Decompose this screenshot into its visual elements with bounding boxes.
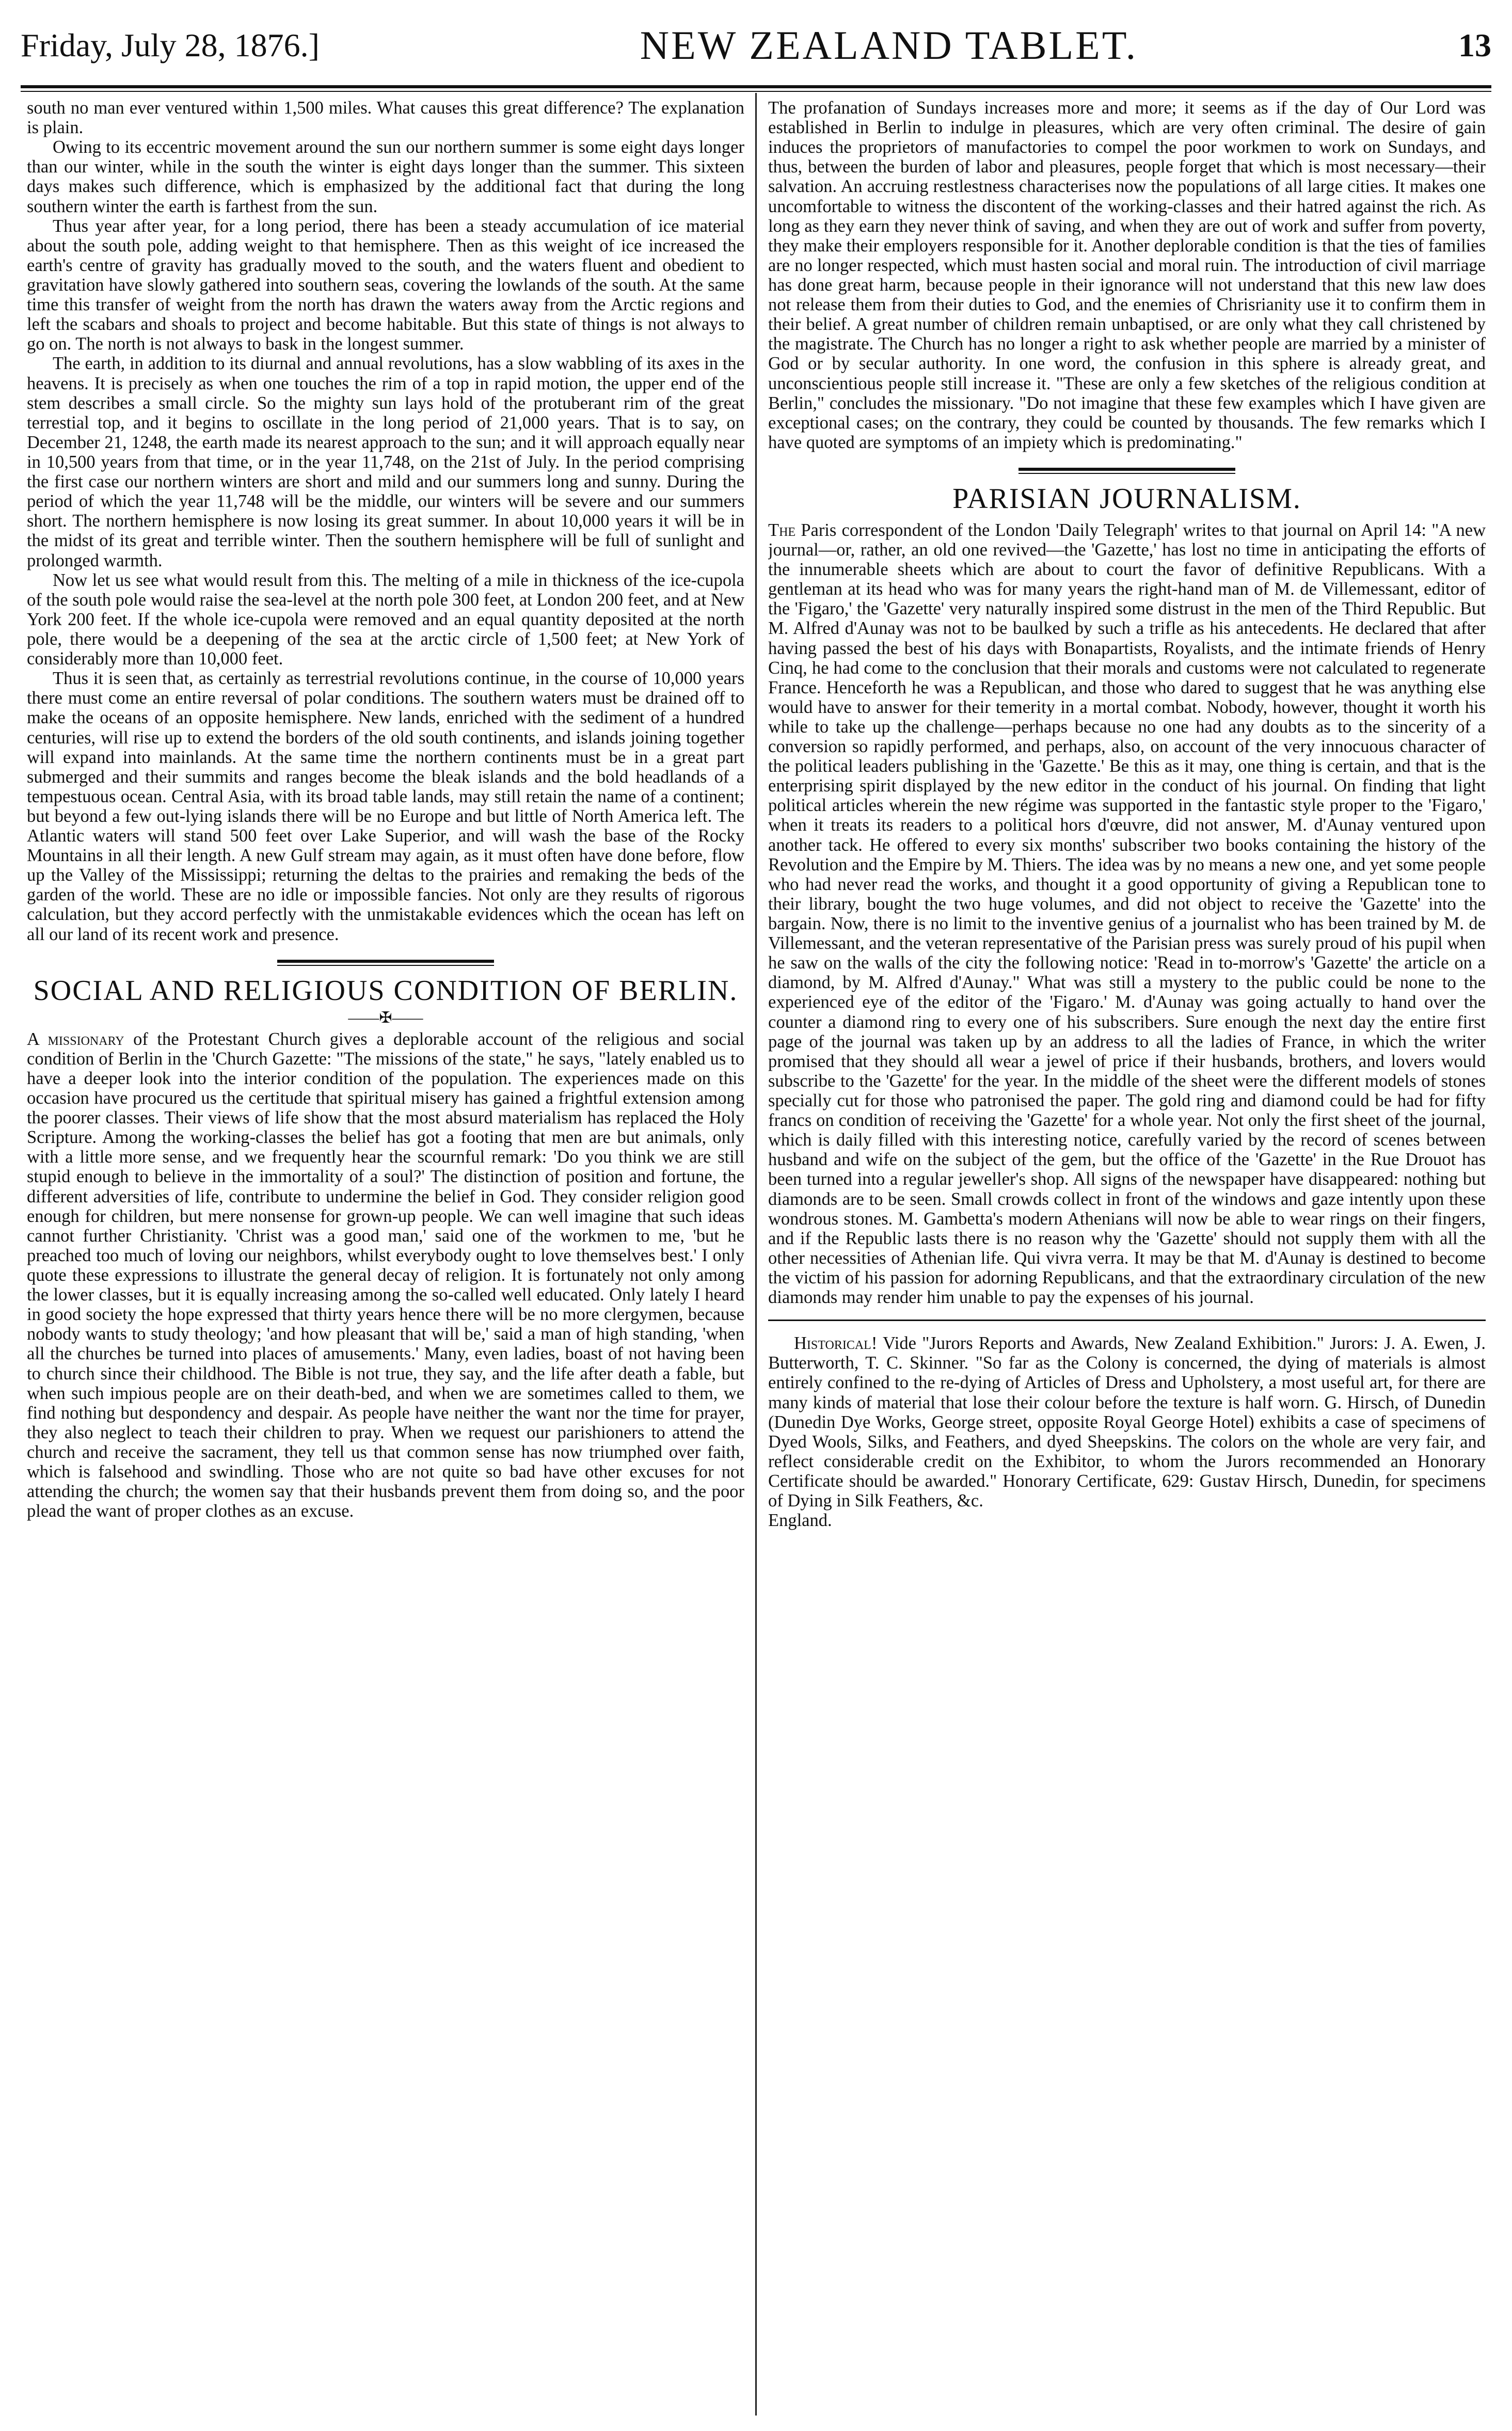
column-divider bbox=[755, 93, 757, 2416]
notice-separator bbox=[768, 1320, 1486, 1321]
section-separator bbox=[277, 960, 494, 966]
section-title-parisian: PARISIAN JOURNALISM. bbox=[952, 482, 1301, 515]
section-lead: The bbox=[768, 520, 796, 540]
right-column bbox=[768, 98, 1486, 2410]
article-paragraph: Thus it is seen that, as certainly as terrestrial revolutions continue, in the course of 10,000 years there must come an entire reversal of polar conditions. The southern waters must be drained off to make the oceans of an opposite hemisphere. New lands, enriched with the sediment of a hundred centuries, will rise up to extend the borders of the old south continents, and islands joining together will expand into mainlands. At the same time the northern continents must be in a great part submerged and their summits and ranges become the bleak islands and the bold headlands of a tempestuous ocean. Central Asia, with its broad table lands, may still retain the name of a continent; but beyond a few out-lying islands there will be no Europe and but little of North America left. The Atlantic waters will stand 500 feet over Lake Superior, and will wash the base of the Rocky Mountains in all their length. A new Gulf stream may again, as it must often have done before, flow up the Valley of the Mississippi; returning the deltas to the prairies and remaking the beds of the garden of the world. These are no idle or impossible fancies. Not only are they results of rigorous calculation, but they accord perfectly with the unmistakable evidences which the ocean has left on all our land of its recent work and presence. bbox=[27, 669, 744, 944]
masthead: NEW ZEALAND TABLET. bbox=[640, 23, 1138, 68]
article-paragraph bbox=[768, 520, 1486, 1307]
section-lead: A missionary bbox=[27, 1029, 124, 1049]
page-number: 13 bbox=[1458, 27, 1491, 63]
notice-end: England. bbox=[768, 1511, 832, 1531]
section-title-berlin: SOCIAL AND RELIGIOUS CONDITION OF BERLIN. bbox=[33, 974, 738, 1007]
article-paragraph: Now let us see what would result from this. The melting of a mile in thickness of the ice-cupola of the south pole would raise the sea-level at the north pole 300 feet, at London 200 feet, and at New York 200 feet. If the whole ice-cupola were removed and an equal quantity deposited at the north pole, there would be a deepening of the sea at the arctic circle of 1,500 feet; at New York of considerably more than 10,000 feet. bbox=[27, 570, 744, 669]
article-paragraph: Thus year after year, for a long period, there has been a steady accumulation of ice material about the south pole, adding weight to that hemisphere. Then as this weight of ice increased the earth's centre of gravity has gradually moved to the south, and the waters fluent and obedient to gravitation have slowly gathered into southern seas, covering the lowlands of the south. At the same time this transfer of weight from the north has drawn the waters away from the Arctic regions and left the scabars and shoals to project and become habitable. But this state of things is not always to go on. The north is not always to bask in the longest summer. bbox=[27, 216, 744, 354]
article-paragraph bbox=[27, 1029, 744, 1521]
header-rule-thin bbox=[21, 91, 1491, 92]
article-paragraph: The earth, in addition to its diurnal and annual revolutions, has a slow wabbling of its axes in the heavens. It is precisely as when one touches the rim of a top in rapid motion, the upper end of the stem describes a small circle. So the mighty sun lays hold of the protuberant rim of the great terrestial top, and it begins to oscillate in the long period of 21,000 years. That is to say, on December 21, 1248, the earth made its nearest approach to the sun; and it will approach equally near in 10,500 years from that time, or in the year 11,748, on the 21st of July. In the period comprising the first case our northern winters are short and mild and our summers long and sunny. During the period of which the year 11,748 will be the middle, our winters will be severe and our summers short. The northern hemisphere is now losing its great summer. In about 10,000 years it will be in the midst of its great and terrible winter. Then the southern hemisphere will be full of sunlight and prolonged warmth. bbox=[27, 354, 744, 570]
left-column bbox=[27, 98, 744, 2410]
article-text: Paris correspondent of the London 'Daily Telegraph' writes to that journal on April 14: "A new journal—or, rather, an old one revived—the 'Gazette,' has lost no time in anticipating the efforts of the innumerable sheets which are about to court the favor of definitive Republicans. With a gentleman at its head who was for many years the right-hand man of M. de Villemessant, editor of the 'Figaro,' the 'Gazette' very naturally inspired some distrust in the men of the Third Republic. But M. Alfred d'Aunay was not to be baulked by such a trifle as his antecedents. He declared that after having passed the best of his days with Bonapartists, Royalists, and the intimate friends of Henry Cinq, he had come to the conclusion that their morals and customs were not calculated to regenerate France. Henceforth he was a Republican, and those who dared to suggest that he was anything else would have to answer for their temerity in a mortal combat. Nobody, however, thought it worth his while to take up the challenge—perhaps because no one had any doubts as to the sincerity of a conversion so rapidly performed, and perhaps, also, on account of the very innocuous character of the political leaders publishing in the 'Gazette.' Be this as it may, one thing is certain, and that is the enterprising spirit displayed by the new editor in the conduct of his journal. On finding that light political articles wherein the new régime was supported in the fantastic style proper to the 'Figaro,' when it treats its readers to a political hors d'œuvre, did not answer, M. d'Aunay ventured upon another tack. He offered to every six months' subscriber two books containing the history of the Revolution and the Empire by M. Thiers. The idea was by no means a new one, and yet some people who had never read the works, and thought it a good opportunity of giving a Republican tone to their library, bought the two huge volumes, and did not object to receive the 'Gazette' into the bargain. Now, there is no limit to the inventive genius of a journalist who has been trained by M. de Villemessant, and the veteran representative of the Parisian press was surely proud of his pupil when he saw on the walls of the city the following notice: 'Read in to-morrow's 'Gazette' the article on a diamond, by M. Alfred d'Aunay." What was still a mystery to the public could be none to the experienced eye of the editor of the 'Figaro.' M. d'Aunay was going actually to hand over the counter a diamond ring to every one of his subscribers. Sure enough the next day the entire first page of the journal was taken up by an address to all the ladies of France, in which the writer promised that they should all wear a jewel of price if their husbands, brothers, and lovers would subscribe to the 'Gazette' for the year. In the middle of the sheet were the different models of stones specially cut for those who patronised the paper. The gold ring and diamond could be had for fifty francs on condition of receiving the 'Gazette' for a whole year. Not only the first sheet of the journal, which is daily filled with this interesting notice, carefully varied by the record of scenes between husband and wife on the subject of the gem, but the office of the 'Gazette' in the Rue Drouot has been turned into a regular jeweller's shop. All signs of the newspaper have disappeared: nothing but diamonds are to be seen. Small crowds collect in front of the windows and gaze intently upon these wondrous stones. M. Gambetta's modern Athenians will now be able to wear rings on their fingers, and if the Republic lasts there is no reason why the 'Gazette' should not supply them with all the other necessities of Athenian life. Qui vivra verra. It may be that M. d'Aunay is destined to become the victim of his passion for adorning Republicans, and that the extraordinary circulation of the new diamonds may render him unable to pay the expenses of his journal. bbox=[768, 520, 1486, 1308]
article-text: of the Protestant Church gives a deplorable account of the religious and social condition of Berlin in the 'Church Gazette: "The missions of the state," he says, "lately enabled us to have a deeper look into the interior condition of the population. The experiences made on this occasion have procured us the certitude that spiritual misery has gained a frightful extension among the poorer classes. Their views of life show that the most absurd materialism has replaced the Holy Scripture. Among the working-classes the belief has got a footing that men are but animals, only with a little more sense, and we frequently hear the scournful remark: 'Do you think we are still stupid enough to believe in the immortality of a soul?' The distinction of position and fortune, the different adversities of life, contribute to undermine the belief in God. They consider religion good enough for children, but mere nonsense for grown-up people. We can well imagine that such ideas cannot further Christianity. 'Christ was a good man,' said one of the workmen to me, 'but he preached too much of loving our neighbors, whilst everybody ought to love themselves best.' I only quote these expressions to illustrate the general decay of religion. It is fortunately not only among the lower classes, but it is equally increasing among the so-called well educated. Only lately I heard in good society the hope expressed that thirty years hence there will be no more clergymen, because nobody wants to study theology; 'and how pleasant that will be,' said a man of high standing, 'when all the churches be turned into places of amusements.' Many, even ladies, boast of not having been to church since their childhood. The Bible is not true, they say, and the life after death a fable, but when such impious people are on their death-bed, and when we are sometimes called to them, we find nothing but despondency and despair. As people have neither the want nor the time for prayer, they also neglect to teach their children to pray. When we request our parishioners to attend the church and receive the sacrament, they tell us that common sense has now triumphed over faith, which is falsehood and swindling. Those who are not quite so bad have other excuses for not attending the church; the women say that their husbands prevent them from doing so, and the poor plead the want of proper clothes as an excuse. bbox=[27, 1029, 744, 1521]
article-paragraph: south no man ever ventured within 1,500 miles. What causes this great difference? The explanation is plain. bbox=[27, 98, 744, 138]
article-paragraph: The profanation of Sundays increases more and more; it seems as if the day of Our Lord was established in Berlin to indulge in pleasures, which are very often criminal. The desire of gain induces the proprietors of manufactories to compel the poor workmen to work on Sundays, and thus, between the burden of labor and pleasures, people forget that which is most necessary—their salvation. An accruing restlestness characterises now the populations of all large cities. It makes one uncomfortable to witness the discontent of the working-classes and their hatred against the rich. As long as they earn they never think of saving, and when they are out of work and suffer from poverty, they make their employers responsible for it. Another deplorable condition is that the ties of families are no longer respected, which must hasten social and moral ruin. The introduction of civil marriage has done great harm, because people in their ignorance will not understand that this new law does not release them from their duties to God, and the enemies of Chrisrianity use it to confirm them in their belief. A great number of children remain unbaptised, or are only what they call christened by the magistrate. The Church has no longer a right to ask whether people are married by a minister of God or by secular authority. In one word, the confusion in this sphere is already great, and unconscientious people still increase it. "These are only a few sketches of the religious condition at Berlin," concludes the missionary. "Do not imagine that these few examples which I have given are exceptional cases; on the contrary, they could be counted by thousands. The few remarks which I have quoted are symptoms of an impiety which is predominating." bbox=[768, 98, 1486, 452]
article-paragraph: Owing to its eccentric movement around the sun our northern summer is some eight days longer than our winter, while in the south the winter is eight days longer than the summer. This sixteen days makes such difference, which is emphasized by the additional fact that during the long southern winter the earth is farthest from the sun. bbox=[27, 137, 744, 216]
issue-date: Friday, July 28, 1876.] bbox=[21, 27, 320, 63]
page-header bbox=[21, 9, 1491, 82]
notice-text: Vide "Jurors Reports and Awards, New Zealand Exhibition." Jurors: J. A. Ewen, J. Butterworth, T. C. Skinner. "So far as the Colony is concerned, the dying of materials is almost entirely confined to the re-dying of Articles of Dress and Upholstery, a most useful art, for there are many kinds of material that lose their colour before the texture is half worn. G. Hirsch, of Dunedin (Dunedin Dye Works, George street, opposite Royal George Hotel) exhibits a case of specimens of Dyed Wools, Silks, and Feathers, and dyed Sheepskins. The colors on the whole are very fair, and reflect considerable credit on the Exhibitor, to whom the Jurors recommended an Honorary Certificate should be awarded." Honorary Certificate, 629: Gustav Hirsch, Dunedin, for specimens of Dying in Silk Feathers, &c. bbox=[768, 1333, 1486, 1511]
header-rule bbox=[21, 85, 1491, 88]
ornament: ——✠—— bbox=[348, 1009, 423, 1026]
notice-paragraph bbox=[768, 1333, 1486, 1511]
notice-lead: Historical! bbox=[794, 1333, 878, 1354]
section-separator bbox=[1018, 468, 1235, 474]
